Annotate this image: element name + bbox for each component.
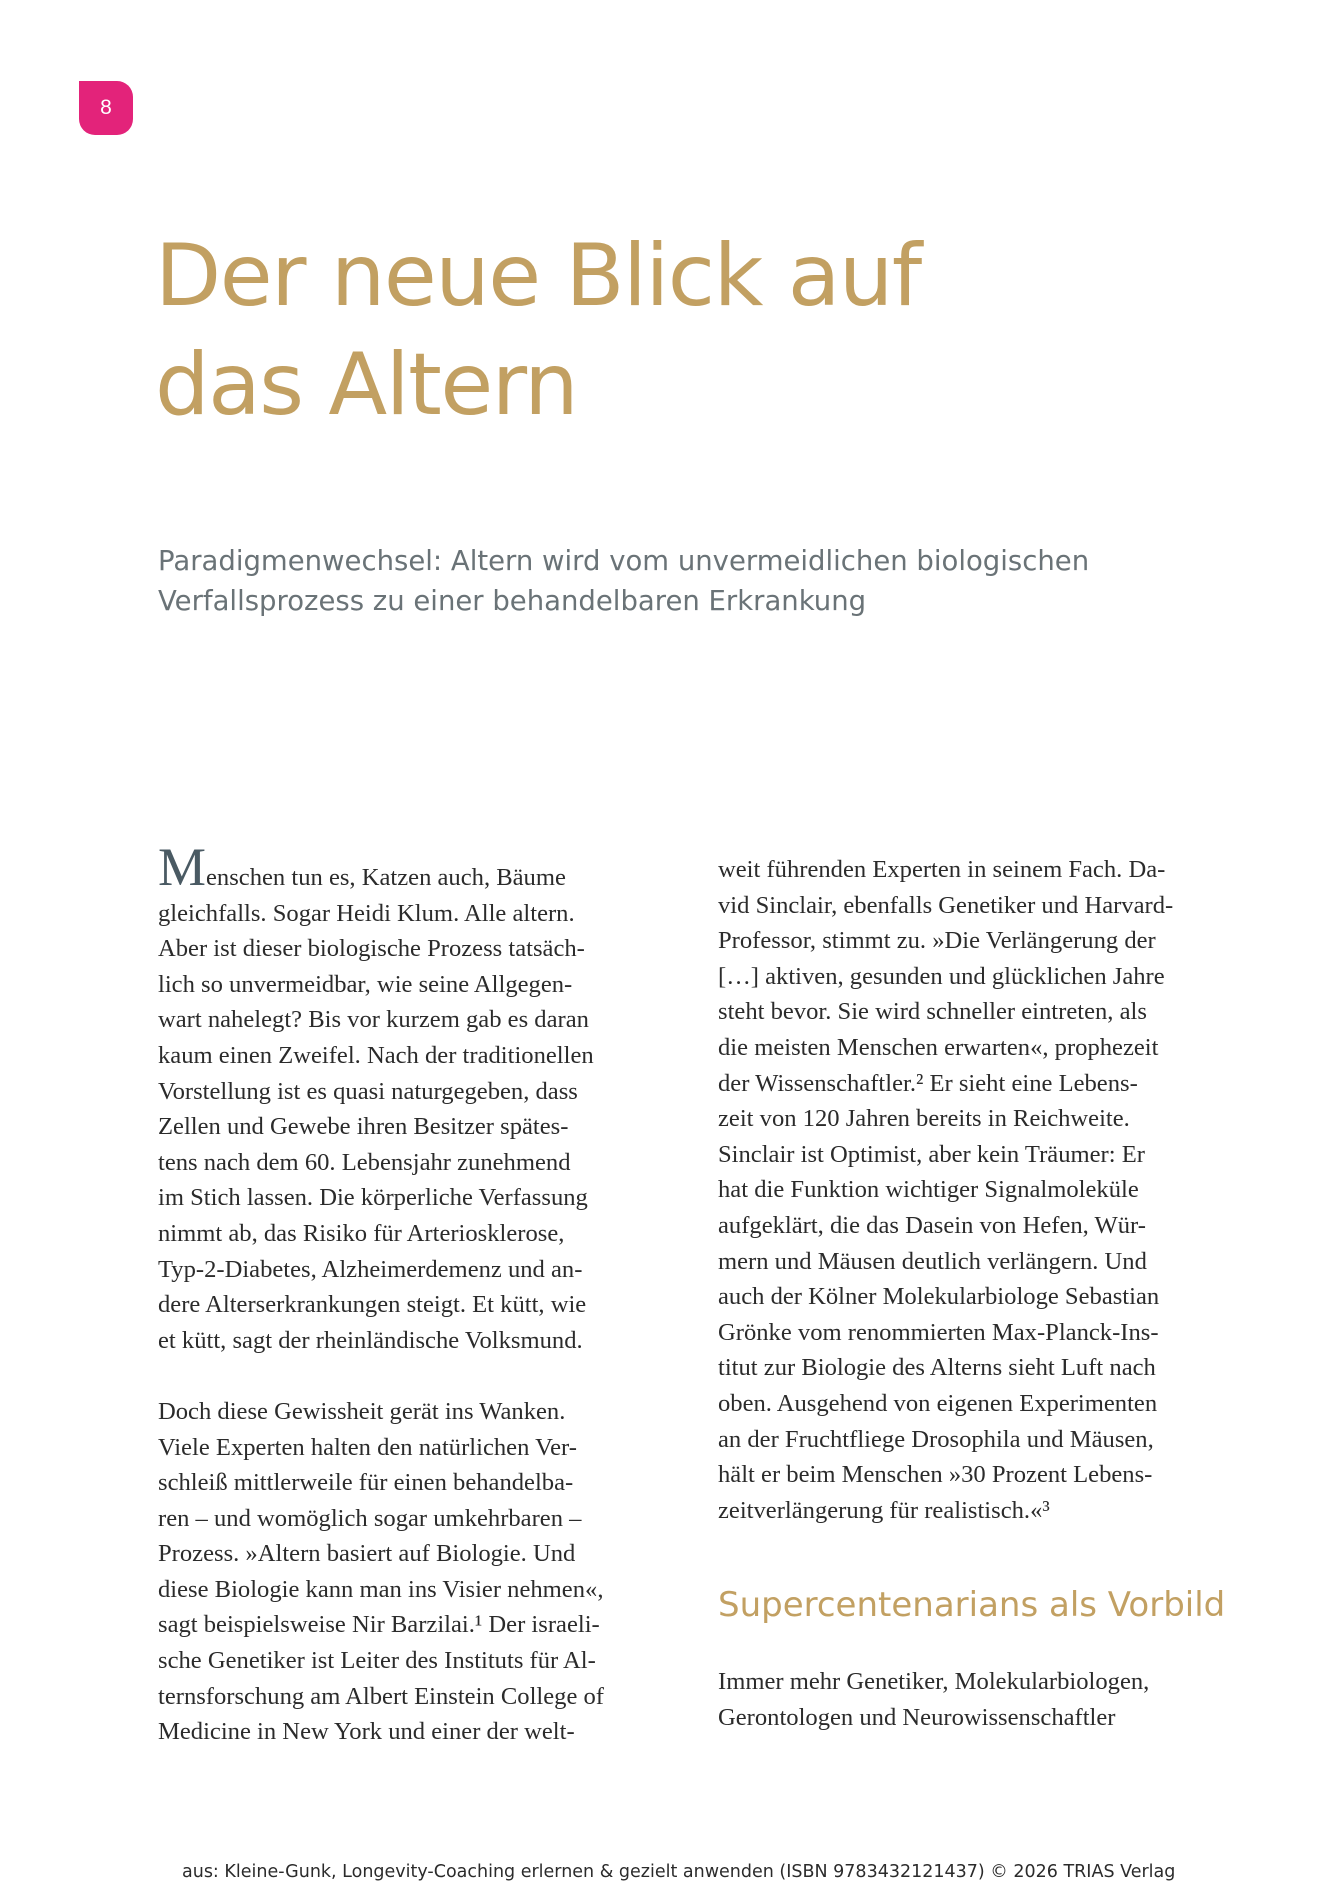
text-line: lich so unvermeidbar, wie seine Allgegen- xyxy=(158,970,573,998)
text-line: et kütt, sagt der rheinländische Volksmund. xyxy=(158,1326,583,1354)
text-line: Medicine in New York und einer der welt- xyxy=(158,1718,575,1746)
text-line: dere Alterserkrankungen steigt. Et kütt, wie xyxy=(158,1291,587,1319)
text-line: mern und Mäusen deutlich verlängern. Und xyxy=(718,1247,1147,1275)
text-line: schleiß mittlerweile für einen behandelba- xyxy=(158,1469,574,1497)
text-line: oben. Ausgehend von eigenen Experimenten xyxy=(718,1389,1158,1417)
text-line: hat die Funktion wichtiger Signalmoleküle xyxy=(718,1176,1139,1204)
chapter-subtitle-line-1: Paradigmenwechsel: Altern wird vom unvermeidlichen biologischen xyxy=(158,545,1090,577)
text-line: sagt beispielsweise Nir Barzilai.¹ Der israeli- xyxy=(158,1611,600,1639)
text-line: zeitverlängerung für realistisch.«³ xyxy=(718,1496,1050,1524)
text-line: Sinclair ist Optimist, aber kein Träumer: Er xyxy=(718,1140,1145,1168)
chapter-title-line-2: das Altern xyxy=(155,335,578,435)
text-line: steht bevor. Sie wird schneller eintreten, als xyxy=(718,998,1147,1026)
text-line: kaum einen Zweifel. Nach der traditionellen xyxy=(158,1041,594,1069)
text-line: hält er beim Menschen »30 Prozent Lebens- xyxy=(718,1461,1153,1489)
text-line: Zellen und Gewebe ihren Besitzer spätes- xyxy=(158,1113,569,1141)
text-line: auch der Kölner Molekularbiologe Sebastian xyxy=(718,1283,1160,1311)
chapter-title xyxy=(155,222,1055,440)
text-line: die meisten Menschen erwarten«, prophezeit xyxy=(718,1033,1159,1061)
text-line: weit führenden Experten in seinem Fach. Da- xyxy=(718,856,1166,883)
text-line: Viele Experten halten den natürlichen Ver- xyxy=(158,1433,577,1461)
chapter-subtitle-line-2: Verfallsprozess zu einer behandelbaren Erkrankung xyxy=(158,585,867,617)
text-line: gleichfalls. Sogar Heidi Klum. Alle altern. xyxy=(158,899,575,927)
body-paragraph xyxy=(158,1394,678,1750)
text-line: wart nahelegt? Bis vor kurzem gab es daran xyxy=(158,1006,589,1034)
source-footer: aus: Kleine-Gunk, Longevity-Coaching erlernen & gezielt anwenden (ISBN 9783432121437) © 2026 TRIAS Verlag xyxy=(182,1862,1176,1882)
body-paragraph xyxy=(718,1664,1238,1735)
text-line: Vorstellung ist es quasi naturgegeben, dass xyxy=(158,1077,578,1105)
text-line: ren – und womöglich sogar umkehrbaren – xyxy=(158,1504,582,1532)
chapter-subtitle xyxy=(158,541,1168,621)
text-line: Prozess. »Altern basiert auf Biologie. Und xyxy=(158,1540,576,1568)
right-text-column xyxy=(718,852,1238,1735)
text-line: Doch diese Gewissheit gerät ins Wanken. xyxy=(158,1397,566,1425)
text-line: Immer mehr Genetiker, Molekularbiologen, xyxy=(718,1668,1150,1696)
body-paragraph xyxy=(718,852,1238,1528)
text-line: tens nach dem 60. Lebensjahr zunehmend xyxy=(158,1148,571,1176)
text-line: an der Fruchtfliege Drosophila und Mäusen, xyxy=(718,1425,1154,1453)
text-line: Aber ist dieser biologische Prozess tatsäch- xyxy=(158,935,585,963)
text-line: Grönke vom renommierten Max-Planck-Ins- xyxy=(718,1318,1159,1346)
text-line: Menschen tun es, Katzen auch, Bäume xyxy=(158,837,566,897)
text-line: Gerontologen und Neurowissenschaftler xyxy=(718,1703,1116,1731)
text-line: aufgeklärt, die das Dasein von Hefen, Wür- xyxy=(718,1211,1146,1239)
text-line: zeit von 120 Jahren bereits in Reichweite. xyxy=(718,1105,1130,1133)
text-line: sche Genetiker ist Leiter des Instituts für Al- xyxy=(158,1647,596,1675)
text-line: ternsforschung am Albert Einstein College of xyxy=(158,1682,605,1710)
text-line: titut zur Biologie des Alterns sieht Luft nach xyxy=(718,1354,1156,1382)
section-heading: Supercentenarians als Vorbild xyxy=(718,1585,1226,1626)
chapter-title-line-1: Der neue Blick auf xyxy=(155,226,921,326)
text-line: nimmt ab, das Risiko für Arteriosklerose, xyxy=(158,1219,565,1247)
text-line: Professor, stimmt zu. »Die Verlängerung der xyxy=(718,927,1156,955)
drop-cap: M xyxy=(158,837,207,897)
text-line: […] aktiven, gesunden und glücklichen Jahre xyxy=(718,962,1165,990)
text-line: der Wissenschaftler.² Er sieht eine Lebens- xyxy=(718,1069,1138,1097)
page-number-badge xyxy=(79,81,133,135)
left-text-column xyxy=(158,837,678,1750)
page-number: 8 xyxy=(100,96,112,119)
intro-paragraph xyxy=(158,837,678,1358)
text-line: im Stich lassen. Die körperliche Verfassung xyxy=(158,1184,588,1212)
text-line: diese Biologie kann man ins Visier nehmen«, xyxy=(158,1575,604,1603)
text-line: vid Sinclair, ebenfalls Genetiker und Harvard- xyxy=(718,891,1174,919)
text-line: Typ-2-Diabetes, Alzheimerdemenz und an- xyxy=(158,1255,583,1283)
